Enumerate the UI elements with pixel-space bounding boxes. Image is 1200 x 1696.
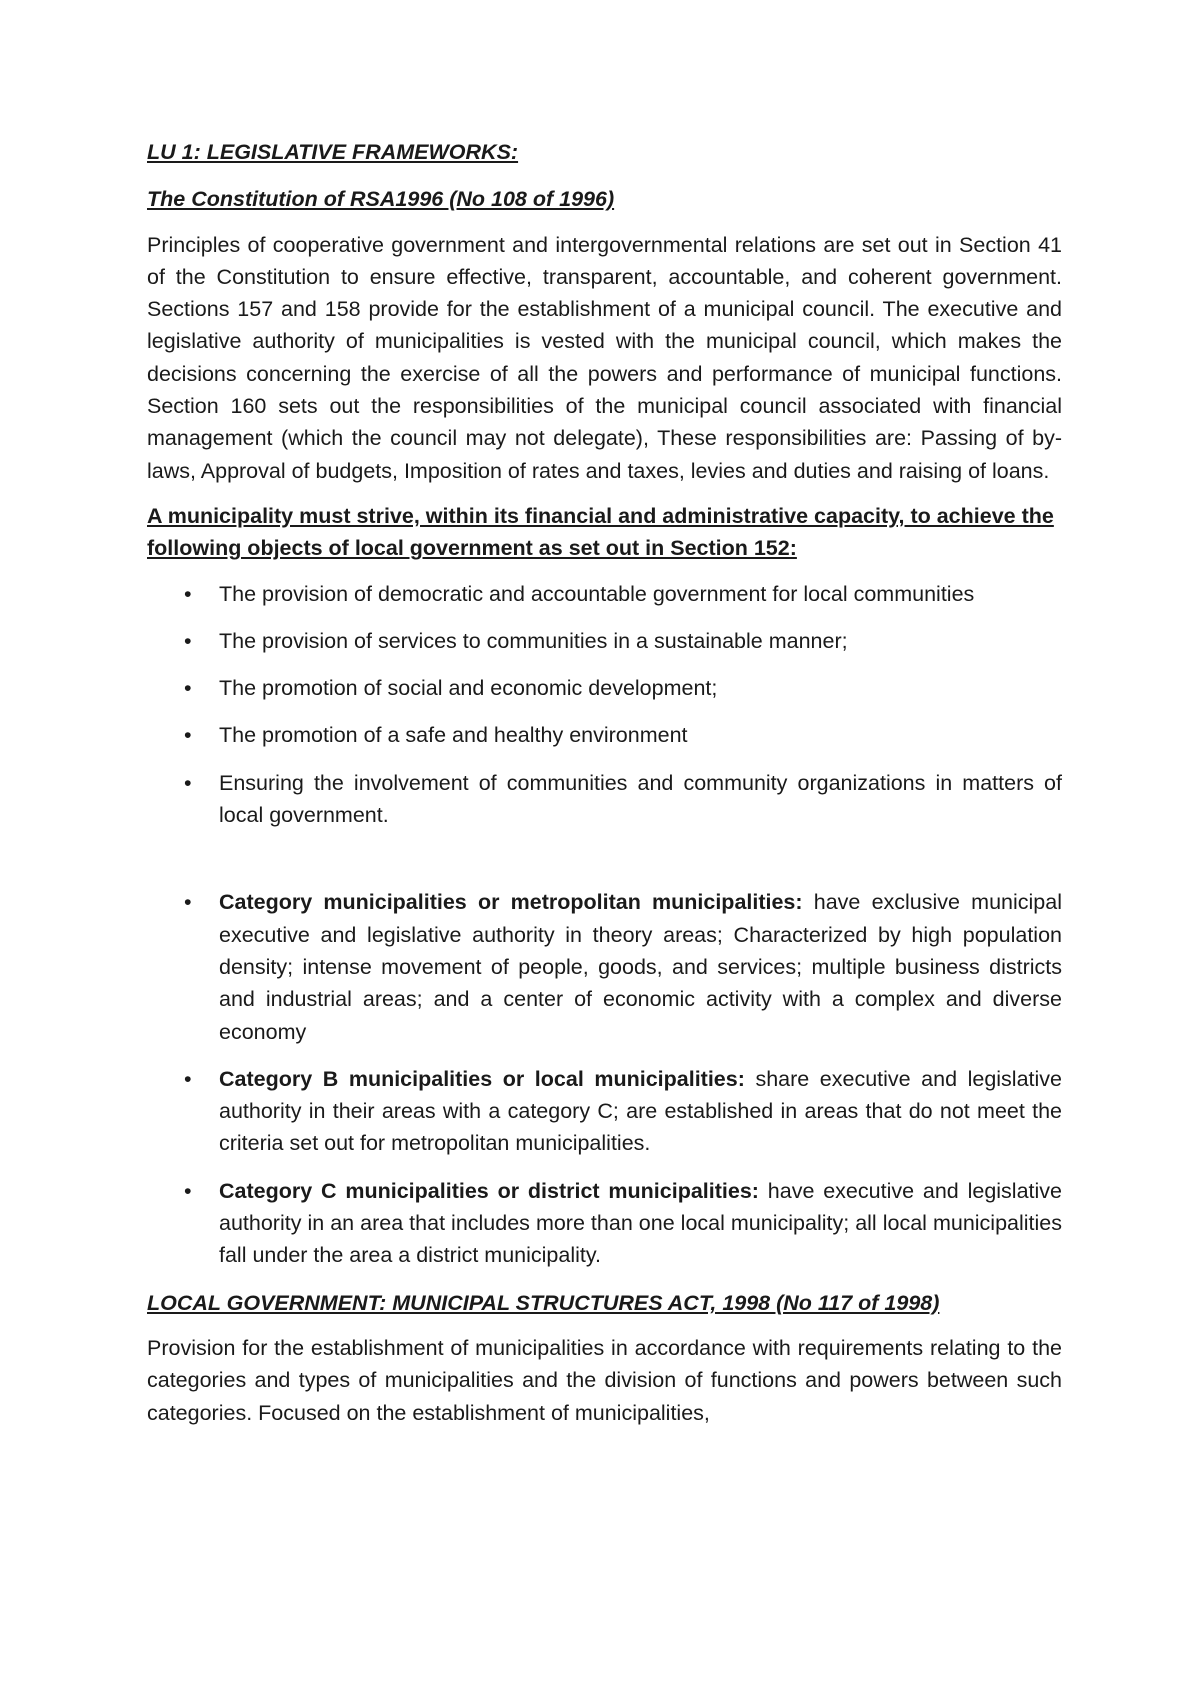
list-item [147,719,1062,751]
list-item [147,578,1062,610]
list-item-text: The provision of democratic and accountable government for local communities [219,581,975,606]
paragraph-municipal-structures: Provision for the establishment of municipalities in accordance with requirements relating to the categories and types of municipalities and the division of functions and powers between such categories. Focused on the establishment of municipalities, [147,1335,1062,1425]
bullet-icon: • [184,676,192,701]
bullet-icon: • [184,723,192,748]
list-item-text: The provision of services to communities in a sustainable manner; [219,628,848,653]
blank-line [147,846,1062,886]
bullet-icon: • [184,581,192,606]
section-heading-legislative-frameworks: LU 1: LEGISLATIVE FRAMEWORKS: [147,140,519,164]
subheading-municipal-structures-act: LOCAL GOVERNMENT: MUNICIPAL STRUCTURES ACT, 1998 (No 117 of 1998) [147,1290,940,1315]
objects-list [147,578,1062,832]
subheading-constitution: The Constitution of RSA1996 (No 108 of 1996) [147,187,615,212]
category-text: have executive and legislative authority in an area that includes more than one local municipality; all local municipalities fall under the area a district municipality. [219,1178,1062,1268]
category-item [147,1175,1062,1272]
categories-list [147,886,1062,1271]
bullet-icon: • [184,628,192,653]
list-item [147,625,1062,657]
category-title: Category B municipalities or local municipalities: [219,1066,745,1091]
list-item-text: The promotion of social and economic development; [219,676,718,701]
category-text: have exclusive municipal executive and legislative authority in theory areas; Characterized by high population density; intense movement of people, goods, and services; multiple business districts and industrial areas; and a center of economic activity with a complex and diverse economy [219,890,1062,1044]
category-item [147,1063,1062,1160]
bullet-icon: • [184,1178,192,1203]
category-title: Category C municipalities or district municipalities: [219,1178,759,1203]
list-item-text: The promotion of a safe and healthy environment [219,723,688,748]
bullet-icon: • [184,890,192,915]
category-title: Category municipalities or metropolitan municipalities: [219,890,803,915]
objects-heading: A municipality must strive, within its financial and administrative capacity, to achieve the following objects of local government as set out in Section 152: [147,503,1054,561]
document-page [147,136,1062,1442]
paragraph-constitution: Principles of cooperative government and intergovernmental relations are set out in Section 41 of the Constitution to ensure effective, transparent, accountable, and coherent government. Sections 157 and 158 provide for the establishment of a municipal council. The executive and legislative authority of municipalities is vested with the municipal council, which makes the decisions concerning the exercise of all the powers and performance of municipal functions. Section 160 sets out the responsibilities of the municipal council associated with financial management (which the council may not delegate), These responsibilities are: Passing of by-laws, Approval of budgets, Imposition of rates and taxes, levies and duties and raising of loans. [147,232,1062,483]
bullet-icon: • [184,770,192,795]
list-item [147,767,1062,832]
list-item-text: Ensuring the involvement of communities and community organizations in matters of local government. [219,770,1062,828]
category-item [147,886,1062,1047]
list-item [147,672,1062,704]
bullet-icon: • [184,1066,192,1091]
category-text: share executive and legislative authority in their areas with a category C; are established in areas that do not meet the criteria set out for metropolitan municipalities. [219,1066,1062,1156]
